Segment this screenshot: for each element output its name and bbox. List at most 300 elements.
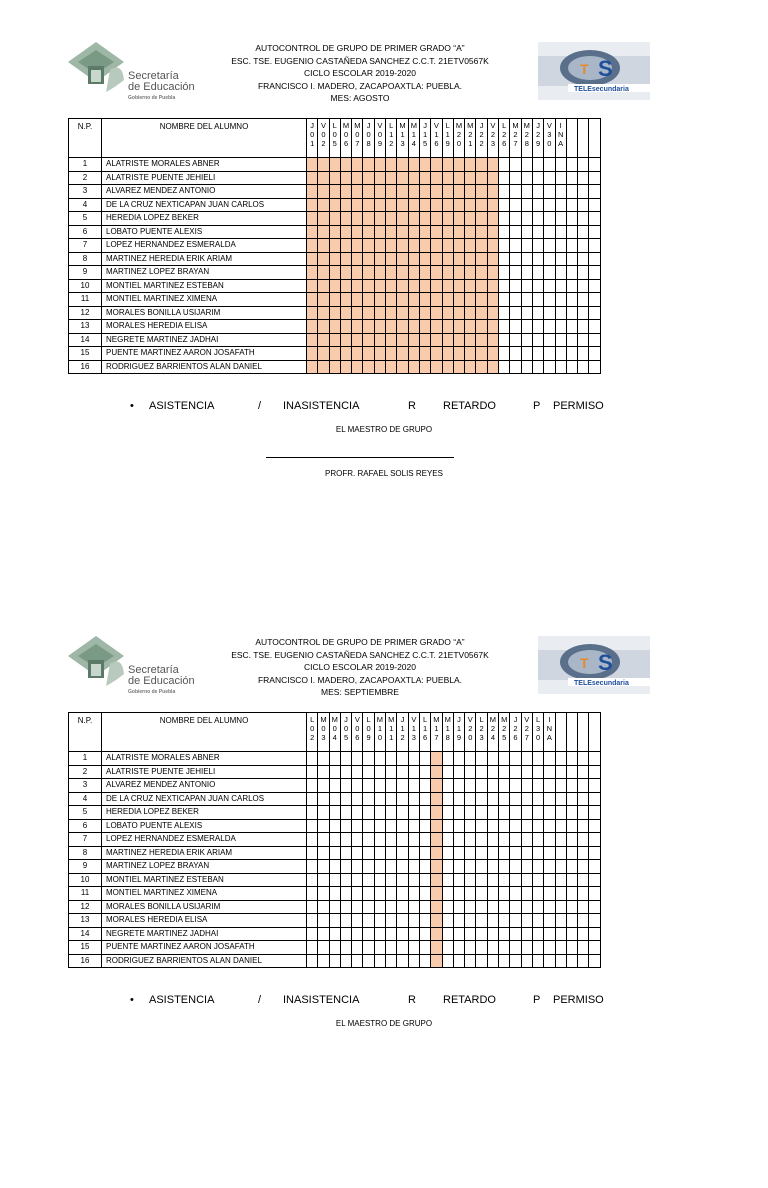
attendance-cell[interactable] [374, 765, 385, 779]
attendance-cell[interactable] [329, 239, 340, 253]
attendance-cell[interactable] [329, 779, 340, 793]
attendance-cell[interactable] [419, 927, 430, 941]
attendance-cell[interactable] [329, 320, 340, 334]
attendance-cell[interactable] [374, 792, 385, 806]
attendance-cell[interactable] [386, 212, 397, 226]
attendance-cell[interactable] [386, 941, 397, 955]
attendance-cell[interactable] [340, 347, 351, 361]
attendance-cell[interactable] [499, 347, 510, 361]
attendance-cell[interactable] [363, 293, 374, 307]
attendance-cell[interactable] [510, 171, 521, 185]
attendance-cell[interactable] [544, 819, 555, 833]
attendance-cell[interactable] [578, 279, 589, 293]
attendance-cell[interactable] [521, 927, 532, 941]
attendance-cell[interactable] [340, 198, 351, 212]
attendance-cell[interactable] [352, 900, 363, 914]
attendance-cell[interactable] [352, 846, 363, 860]
attendance-cell[interactable] [555, 765, 566, 779]
attendance-cell[interactable] [521, 941, 532, 955]
attendance-cell[interactable] [532, 239, 543, 253]
attendance-cell[interactable] [442, 765, 453, 779]
attendance-cell[interactable] [476, 819, 487, 833]
attendance-cell[interactable] [476, 239, 487, 253]
attendance-cell[interactable] [318, 873, 329, 887]
attendance-cell[interactable] [352, 833, 363, 847]
attendance-cell[interactable] [397, 887, 408, 901]
attendance-cell[interactable] [363, 765, 374, 779]
attendance-cell[interactable] [307, 779, 318, 793]
attendance-cell[interactable] [307, 860, 318, 874]
attendance-cell[interactable] [499, 954, 510, 968]
attendance-cell[interactable] [465, 347, 476, 361]
attendance-cell[interactable] [487, 333, 498, 347]
attendance-cell[interactable] [419, 171, 430, 185]
attendance-cell[interactable] [589, 306, 600, 320]
attendance-cell[interactable] [521, 914, 532, 928]
attendance-cell[interactable] [318, 293, 329, 307]
attendance-cell[interactable] [487, 806, 498, 820]
attendance-cell[interactable] [442, 779, 453, 793]
attendance-cell[interactable] [419, 765, 430, 779]
attendance-cell[interactable] [363, 266, 374, 280]
attendance-cell[interactable] [465, 833, 476, 847]
attendance-cell[interactable] [442, 833, 453, 847]
attendance-cell[interactable] [419, 158, 430, 172]
attendance-cell[interactable] [386, 185, 397, 199]
attendance-cell[interactable] [397, 873, 408, 887]
attendance-cell[interactable] [419, 360, 430, 374]
attendance-cell[interactable] [578, 887, 589, 901]
attendance-cell[interactable] [374, 333, 385, 347]
attendance-cell[interactable] [363, 914, 374, 928]
attendance-cell[interactable] [374, 914, 385, 928]
attendance-cell[interactable] [431, 293, 442, 307]
attendance-cell[interactable] [318, 239, 329, 253]
attendance-cell[interactable] [340, 779, 351, 793]
attendance-cell[interactable] [419, 252, 430, 266]
attendance-cell[interactable] [318, 846, 329, 860]
attendance-cell[interactable] [544, 887, 555, 901]
attendance-cell[interactable] [408, 806, 419, 820]
attendance-cell[interactable] [340, 752, 351, 766]
attendance-cell[interactable] [363, 347, 374, 361]
attendance-cell[interactable] [578, 185, 589, 199]
attendance-cell[interactable] [499, 873, 510, 887]
attendance-cell[interactable] [386, 954, 397, 968]
attendance-cell[interactable] [386, 860, 397, 874]
attendance-cell[interactable] [374, 320, 385, 334]
attendance-cell[interactable] [544, 833, 555, 847]
attendance-cell[interactable] [329, 806, 340, 820]
attendance-cell[interactable] [307, 900, 318, 914]
attendance-cell[interactable] [566, 914, 577, 928]
attendance-cell[interactable] [487, 158, 498, 172]
attendance-cell[interactable] [307, 306, 318, 320]
attendance-cell[interactable] [476, 266, 487, 280]
attendance-cell[interactable] [363, 158, 374, 172]
attendance-cell[interactable] [532, 873, 543, 887]
attendance-cell[interactable] [386, 239, 397, 253]
attendance-cell[interactable] [555, 320, 566, 334]
attendance-cell[interactable] [476, 779, 487, 793]
attendance-cell[interactable] [521, 900, 532, 914]
attendance-cell[interactable] [386, 873, 397, 887]
attendance-cell[interactable] [555, 185, 566, 199]
attendance-cell[interactable] [578, 860, 589, 874]
attendance-cell[interactable] [544, 171, 555, 185]
attendance-cell[interactable] [532, 279, 543, 293]
attendance-cell[interactable] [318, 941, 329, 955]
attendance-cell[interactable] [442, 819, 453, 833]
attendance-cell[interactable] [453, 239, 464, 253]
attendance-cell[interactable] [386, 279, 397, 293]
attendance-cell[interactable] [408, 360, 419, 374]
attendance-cell[interactable] [589, 347, 600, 361]
attendance-cell[interactable] [532, 765, 543, 779]
attendance-cell[interactable] [510, 927, 521, 941]
attendance-cell[interactable] [476, 806, 487, 820]
attendance-cell[interactable] [340, 333, 351, 347]
attendance-cell[interactable] [307, 819, 318, 833]
attendance-cell[interactable] [352, 320, 363, 334]
attendance-cell[interactable] [544, 914, 555, 928]
attendance-cell[interactable] [476, 860, 487, 874]
attendance-cell[interactable] [307, 252, 318, 266]
attendance-cell[interactable] [408, 792, 419, 806]
attendance-cell[interactable] [329, 360, 340, 374]
attendance-cell[interactable] [419, 860, 430, 874]
attendance-cell[interactable] [499, 765, 510, 779]
attendance-cell[interactable] [544, 846, 555, 860]
attendance-cell[interactable] [408, 765, 419, 779]
attendance-cell[interactable] [544, 279, 555, 293]
attendance-cell[interactable] [397, 860, 408, 874]
attendance-cell[interactable] [419, 752, 430, 766]
attendance-cell[interactable] [476, 887, 487, 901]
attendance-cell[interactable] [386, 846, 397, 860]
attendance-cell[interactable] [408, 239, 419, 253]
attendance-cell[interactable] [499, 806, 510, 820]
attendance-cell[interactable] [408, 927, 419, 941]
attendance-cell[interactable] [487, 765, 498, 779]
attendance-cell[interactable] [555, 171, 566, 185]
attendance-cell[interactable] [532, 360, 543, 374]
attendance-cell[interactable] [374, 900, 385, 914]
attendance-cell[interactable] [487, 846, 498, 860]
attendance-cell[interactable] [510, 320, 521, 334]
attendance-cell[interactable] [352, 887, 363, 901]
attendance-cell[interactable] [408, 873, 419, 887]
attendance-cell[interactable] [397, 941, 408, 955]
attendance-cell[interactable] [510, 198, 521, 212]
attendance-cell[interactable] [453, 779, 464, 793]
attendance-cell[interactable] [453, 941, 464, 955]
attendance-cell[interactable] [499, 198, 510, 212]
attendance-cell[interactable] [476, 293, 487, 307]
attendance-cell[interactable] [374, 846, 385, 860]
attendance-cell[interactable] [578, 941, 589, 955]
attendance-cell[interactable] [487, 927, 498, 941]
attendance-cell[interactable] [487, 779, 498, 793]
attendance-cell[interactable] [453, 846, 464, 860]
attendance-cell[interactable] [397, 171, 408, 185]
attendance-cell[interactable] [397, 266, 408, 280]
attendance-cell[interactable] [318, 900, 329, 914]
attendance-cell[interactable] [499, 360, 510, 374]
attendance-cell[interactable] [555, 887, 566, 901]
attendance-cell[interactable] [566, 198, 577, 212]
attendance-cell[interactable] [363, 752, 374, 766]
attendance-cell[interactable] [408, 900, 419, 914]
attendance-cell[interactable] [521, 765, 532, 779]
attendance-cell[interactable] [566, 239, 577, 253]
attendance-cell[interactable] [431, 752, 442, 766]
attendance-cell[interactable] [386, 266, 397, 280]
attendance-cell[interactable] [555, 779, 566, 793]
attendance-cell[interactable] [329, 347, 340, 361]
attendance-cell[interactable] [465, 927, 476, 941]
attendance-cell[interactable] [476, 225, 487, 239]
attendance-cell[interactable] [363, 239, 374, 253]
attendance-cell[interactable] [307, 279, 318, 293]
attendance-cell[interactable] [544, 347, 555, 361]
attendance-cell[interactable] [419, 819, 430, 833]
attendance-cell[interactable] [374, 860, 385, 874]
attendance-cell[interactable] [476, 873, 487, 887]
attendance-cell[interactable] [431, 941, 442, 955]
attendance-cell[interactable] [510, 954, 521, 968]
attendance-cell[interactable] [307, 806, 318, 820]
attendance-cell[interactable] [566, 225, 577, 239]
attendance-cell[interactable] [510, 306, 521, 320]
attendance-cell[interactable] [465, 171, 476, 185]
attendance-cell[interactable] [329, 333, 340, 347]
attendance-cell[interactable] [589, 779, 600, 793]
attendance-cell[interactable] [521, 806, 532, 820]
attendance-cell[interactable] [386, 347, 397, 361]
attendance-cell[interactable] [386, 198, 397, 212]
attendance-cell[interactable] [555, 954, 566, 968]
attendance-cell[interactable] [521, 306, 532, 320]
attendance-cell[interactable] [465, 900, 476, 914]
attendance-cell[interactable] [510, 833, 521, 847]
attendance-cell[interactable] [329, 914, 340, 928]
attendance-cell[interactable] [532, 887, 543, 901]
attendance-cell[interactable] [487, 171, 498, 185]
attendance-cell[interactable] [374, 212, 385, 226]
attendance-cell[interactable] [453, 887, 464, 901]
attendance-cell[interactable] [431, 252, 442, 266]
attendance-cell[interactable] [419, 941, 430, 955]
attendance-cell[interactable] [374, 293, 385, 307]
attendance-cell[interactable] [408, 293, 419, 307]
attendance-cell[interactable] [442, 279, 453, 293]
attendance-cell[interactable] [374, 225, 385, 239]
attendance-cell[interactable] [442, 846, 453, 860]
attendance-cell[interactable] [555, 927, 566, 941]
attendance-cell[interactable] [499, 293, 510, 307]
attendance-cell[interactable] [566, 900, 577, 914]
attendance-cell[interactable] [318, 954, 329, 968]
attendance-cell[interactable] [465, 860, 476, 874]
attendance-cell[interactable] [510, 765, 521, 779]
attendance-cell[interactable] [307, 792, 318, 806]
attendance-cell[interactable] [510, 347, 521, 361]
attendance-cell[interactable] [465, 320, 476, 334]
attendance-cell[interactable] [352, 360, 363, 374]
attendance-cell[interactable] [465, 819, 476, 833]
attendance-cell[interactable] [307, 225, 318, 239]
attendance-cell[interactable] [307, 765, 318, 779]
attendance-cell[interactable] [386, 914, 397, 928]
attendance-cell[interactable] [487, 347, 498, 361]
attendance-cell[interactable] [476, 171, 487, 185]
attendance-cell[interactable] [318, 279, 329, 293]
attendance-cell[interactable] [532, 252, 543, 266]
attendance-cell[interactable] [307, 954, 318, 968]
attendance-cell[interactable] [340, 941, 351, 955]
attendance-cell[interactable] [555, 293, 566, 307]
attendance-cell[interactable] [499, 900, 510, 914]
attendance-cell[interactable] [532, 158, 543, 172]
attendance-cell[interactable] [352, 752, 363, 766]
attendance-cell[interactable] [442, 900, 453, 914]
attendance-cell[interactable] [544, 212, 555, 226]
attendance-cell[interactable] [521, 239, 532, 253]
attendance-cell[interactable] [374, 158, 385, 172]
attendance-cell[interactable] [476, 914, 487, 928]
attendance-cell[interactable] [386, 320, 397, 334]
attendance-cell[interactable] [589, 927, 600, 941]
attendance-cell[interactable] [532, 900, 543, 914]
attendance-cell[interactable] [307, 887, 318, 901]
attendance-cell[interactable] [431, 320, 442, 334]
attendance-cell[interactable] [544, 225, 555, 239]
attendance-cell[interactable] [318, 320, 329, 334]
attendance-cell[interactable] [431, 185, 442, 199]
attendance-cell[interactable] [363, 941, 374, 955]
attendance-cell[interactable] [374, 266, 385, 280]
attendance-cell[interactable] [363, 873, 374, 887]
attendance-cell[interactable] [532, 792, 543, 806]
attendance-cell[interactable] [476, 954, 487, 968]
attendance-cell[interactable] [318, 198, 329, 212]
attendance-cell[interactable] [340, 293, 351, 307]
attendance-cell[interactable] [397, 819, 408, 833]
attendance-cell[interactable] [419, 954, 430, 968]
attendance-cell[interactable] [499, 792, 510, 806]
attendance-cell[interactable] [510, 360, 521, 374]
attendance-cell[interactable] [465, 941, 476, 955]
attendance-cell[interactable] [476, 846, 487, 860]
attendance-cell[interactable] [386, 806, 397, 820]
attendance-cell[interactable] [465, 873, 476, 887]
attendance-cell[interactable] [487, 279, 498, 293]
attendance-cell[interactable] [419, 347, 430, 361]
attendance-cell[interactable] [307, 941, 318, 955]
attendance-cell[interactable] [442, 239, 453, 253]
attendance-cell[interactable] [340, 846, 351, 860]
attendance-cell[interactable] [318, 252, 329, 266]
attendance-cell[interactable] [544, 320, 555, 334]
attendance-cell[interactable] [363, 212, 374, 226]
attendance-cell[interactable] [374, 819, 385, 833]
attendance-cell[interactable] [397, 954, 408, 968]
attendance-cell[interactable] [442, 792, 453, 806]
attendance-cell[interactable] [589, 266, 600, 280]
attendance-cell[interactable] [374, 833, 385, 847]
attendance-cell[interactable] [397, 279, 408, 293]
attendance-cell[interactable] [499, 846, 510, 860]
attendance-cell[interactable] [465, 333, 476, 347]
attendance-cell[interactable] [521, 185, 532, 199]
attendance-cell[interactable] [374, 752, 385, 766]
attendance-cell[interactable] [487, 306, 498, 320]
attendance-cell[interactable] [465, 239, 476, 253]
attendance-cell[interactable] [386, 225, 397, 239]
attendance-cell[interactable] [340, 239, 351, 253]
attendance-cell[interactable] [419, 306, 430, 320]
attendance-cell[interactable] [363, 927, 374, 941]
attendance-cell[interactable] [431, 171, 442, 185]
attendance-cell[interactable] [307, 158, 318, 172]
attendance-cell[interactable] [487, 900, 498, 914]
attendance-cell[interactable] [397, 833, 408, 847]
attendance-cell[interactable] [352, 279, 363, 293]
attendance-cell[interactable] [397, 185, 408, 199]
attendance-cell[interactable] [566, 212, 577, 226]
attendance-cell[interactable] [307, 266, 318, 280]
attendance-cell[interactable] [510, 873, 521, 887]
attendance-cell[interactable] [408, 320, 419, 334]
attendance-cell[interactable] [352, 927, 363, 941]
attendance-cell[interactable] [374, 185, 385, 199]
attendance-cell[interactable] [589, 171, 600, 185]
attendance-cell[interactable] [318, 752, 329, 766]
attendance-cell[interactable] [397, 806, 408, 820]
attendance-cell[interactable] [465, 158, 476, 172]
attendance-cell[interactable] [566, 252, 577, 266]
attendance-cell[interactable] [408, 252, 419, 266]
attendance-cell[interactable] [329, 266, 340, 280]
attendance-cell[interactable] [340, 320, 351, 334]
attendance-cell[interactable] [476, 792, 487, 806]
attendance-cell[interactable] [532, 941, 543, 955]
attendance-cell[interactable] [532, 225, 543, 239]
attendance-cell[interactable] [307, 846, 318, 860]
attendance-cell[interactable] [363, 252, 374, 266]
attendance-cell[interactable] [453, 198, 464, 212]
attendance-cell[interactable] [442, 873, 453, 887]
attendance-cell[interactable] [555, 806, 566, 820]
attendance-cell[interactable] [589, 279, 600, 293]
attendance-cell[interactable] [544, 185, 555, 199]
attendance-cell[interactable] [408, 212, 419, 226]
attendance-cell[interactable] [386, 252, 397, 266]
attendance-cell[interactable] [510, 860, 521, 874]
attendance-cell[interactable] [499, 941, 510, 955]
attendance-cell[interactable] [476, 158, 487, 172]
attendance-cell[interactable] [487, 887, 498, 901]
attendance-cell[interactable] [453, 360, 464, 374]
attendance-cell[interactable] [307, 833, 318, 847]
attendance-cell[interactable] [397, 333, 408, 347]
attendance-cell[interactable] [408, 266, 419, 280]
attendance-cell[interactable] [318, 806, 329, 820]
attendance-cell[interactable] [352, 347, 363, 361]
attendance-cell[interactable] [510, 914, 521, 928]
attendance-cell[interactable] [589, 198, 600, 212]
